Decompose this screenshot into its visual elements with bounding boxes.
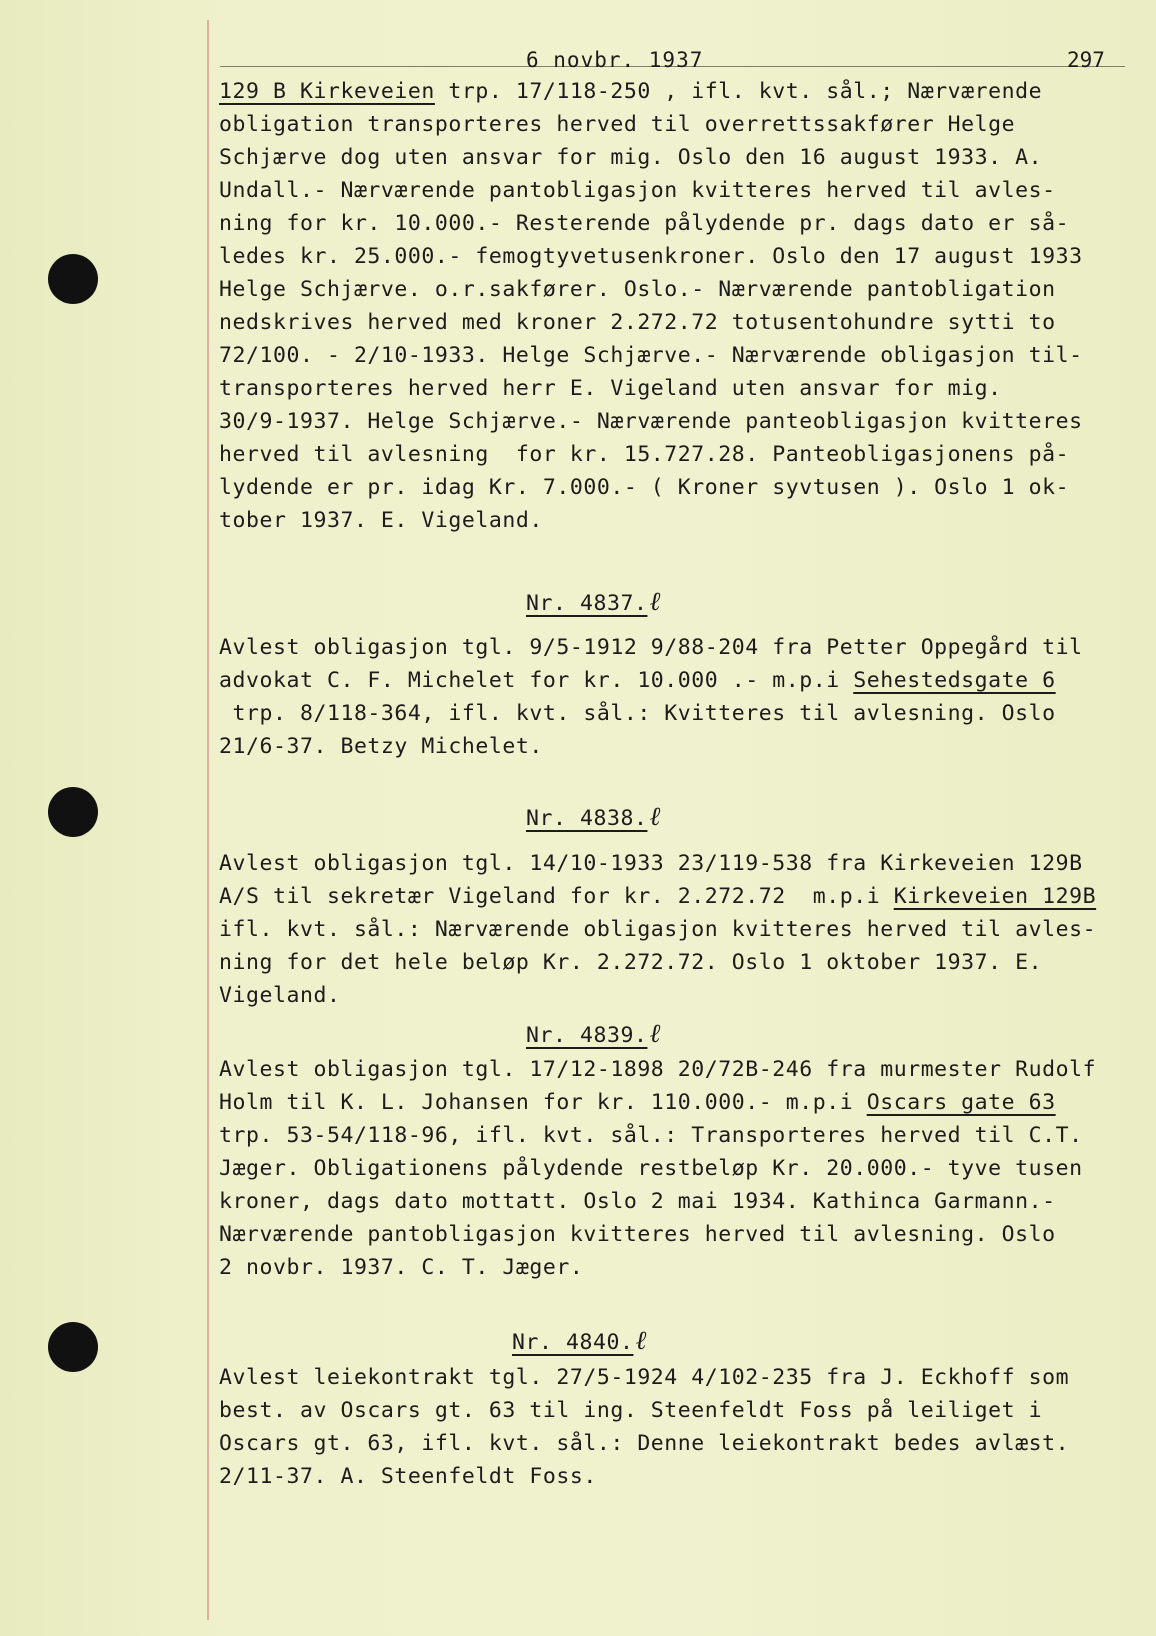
page-number: 297 <box>1067 48 1105 72</box>
text-segment: trp. 17/118-250 , ifl. kvt. sål.; Nærværende <box>448 79 1043 104</box>
text-line: Undall.- Nærværende pantobligasjon kvitteres herved til avles- <box>219 178 1056 203</box>
signature-mark: ℓ <box>635 1326 647 1356</box>
text-line: Oscars gt. 63, ifl. kvt. sål.: Denne leiekontrakt bedes avlæst. <box>219 1431 1070 1456</box>
text-line: lydende er pr. idag Kr. 7.000.- ( Kroner syvtusen ). Oslo 1 ok- <box>219 475 1070 500</box>
text-segment: Holm til K. L. Johansen for kr. 110.000.- m.p.i <box>219 1090 867 1115</box>
text-line: ning for kr. 10.000.- Resterende pålydende pr. dags dato er så- <box>219 211 1070 236</box>
signature-mark: ℓ <box>649 587 661 617</box>
text-segment: advokat C. F. Michelet for kr. 10.000 .- m.p.i <box>219 668 854 693</box>
text-line: herved til avlesning for kr. 15.727.28. Panteobligasjonens på- <box>219 442 1070 467</box>
text-line: ledes kr. 25.000.- femogtyvetusenkroner. Oslo den 17 august 1933 <box>219 244 1083 269</box>
punch-hole <box>48 1322 98 1372</box>
text-line: 2/11-37. A. Steenfeldt Foss. <box>219 1464 597 1489</box>
text-line: 30/9-1937. Helge Schjærve.- Nærværende panteobligasjon kvitteres <box>219 409 1083 434</box>
entry-number: Nr. 4838. <box>526 806 648 831</box>
text-line: Vigeland. <box>219 983 341 1008</box>
text-line: Helge Schjærve. o.r.sakfører. Oslo.- Nærværende pantobligation <box>219 277 1056 302</box>
signature-mark: ℓ <box>649 802 661 832</box>
entry-number: Nr. 4839. <box>526 1023 648 1048</box>
text-line <box>219 1089 1056 1117</box>
text-line: 2 novbr. 1937. C. T. Jæger. <box>219 1255 584 1280</box>
text-line: obligation transporteres herved til overrettssakfører Helge <box>219 112 1016 137</box>
text-line: best. av Oscars gt. 63 til ing. Steenfeldt Foss på leiliget i <box>219 1398 1043 1423</box>
text-line: trp. 8/118-364, ifl. kvt. sål.: Kvitteres til avlesning. Oslo <box>219 701 1056 726</box>
entry-heading <box>526 1020 661 1050</box>
entry-number: Nr. 4837. <box>526 591 648 616</box>
property-address: Oscars gate 63 <box>866 1090 1056 1115</box>
text-line: kroner, dags dato mottatt. Oslo 2 mai 1934. Kathinca Garmann.- <box>219 1189 1056 1214</box>
text-line: 72/100. - 2/10-1933. Helge Schjærve.- Nærværende obligasjon til- <box>219 343 1083 368</box>
text-line: nedskrives herved med kroner 2.272.72 totusentohundre sytti to <box>219 310 1056 335</box>
text-line: ning for det hele beløp Kr. 2.272.72. Oslo 1 oktober 1937. E. <box>219 950 1043 975</box>
text-line: trp. 53-54/118-96, ifl. kvt. sål.: Transporteres herved til C.T. <box>219 1123 1083 1148</box>
text-line: Avlest obligasjon tgl. 9/5-1912 9/88-204 fra Petter Oppegård til <box>219 635 1083 660</box>
text-line: Avlest obligasjon tgl. 14/10-1933 23/119-538 fra Kirkeveien 129B <box>219 851 1083 876</box>
text-line: Avlest leiekontrakt tgl. 27/5-1924 4/102-235 fra J. Eckhoff som <box>219 1365 1070 1390</box>
text-line: transporteres herved herr E. Vigeland uten ansvar for mig. <box>219 376 1002 401</box>
text-line: Avlest obligasjon tgl. 17/12-1898 20/72B-246 fra murmester Rudolf <box>219 1057 1097 1082</box>
text-line <box>219 78 1042 106</box>
punch-hole <box>48 787 98 837</box>
property-address: Sehestedsgate 6 <box>853 668 1056 693</box>
text-line: 21/6-37. Betzy Michelet. <box>219 734 543 759</box>
text-line <box>219 667 1056 695</box>
margin-line <box>207 20 209 1620</box>
text-line: Nærværende pantobligasjon kvitteres herved til avlesning. Oslo <box>219 1222 1056 1247</box>
punch-hole <box>48 254 98 304</box>
entry-number: Nr. 4840. <box>512 1330 634 1355</box>
header-date: 6 novbr. 1937 <box>526 48 704 72</box>
entry-heading <box>512 1327 647 1357</box>
property-address: 129 B Kirkeveien <box>219 79 435 104</box>
entry-heading <box>526 588 661 618</box>
text-line: ifl. kvt. sål.: Nærværende obligasjon kvitteres herved til avles- <box>219 917 1097 942</box>
text-segment: A/S til sekretær Vigeland for kr. 2.272.72 m.p.i <box>219 884 894 909</box>
entry-heading <box>526 803 661 833</box>
text-line: tober 1937. E. Vigeland. <box>219 508 543 533</box>
text-line <box>219 883 1096 911</box>
property-address: Kirkeveien 129B <box>893 884 1097 909</box>
text-line: Schjærve dog uten ansvar for mig. Oslo den 16 august 1933. A. <box>219 145 1043 170</box>
text-line: Jæger. Obligationens pålydende restbeløp Kr. 20.000.- tyve tusen <box>219 1156 1083 1181</box>
signature-mark: ℓ <box>649 1019 661 1049</box>
